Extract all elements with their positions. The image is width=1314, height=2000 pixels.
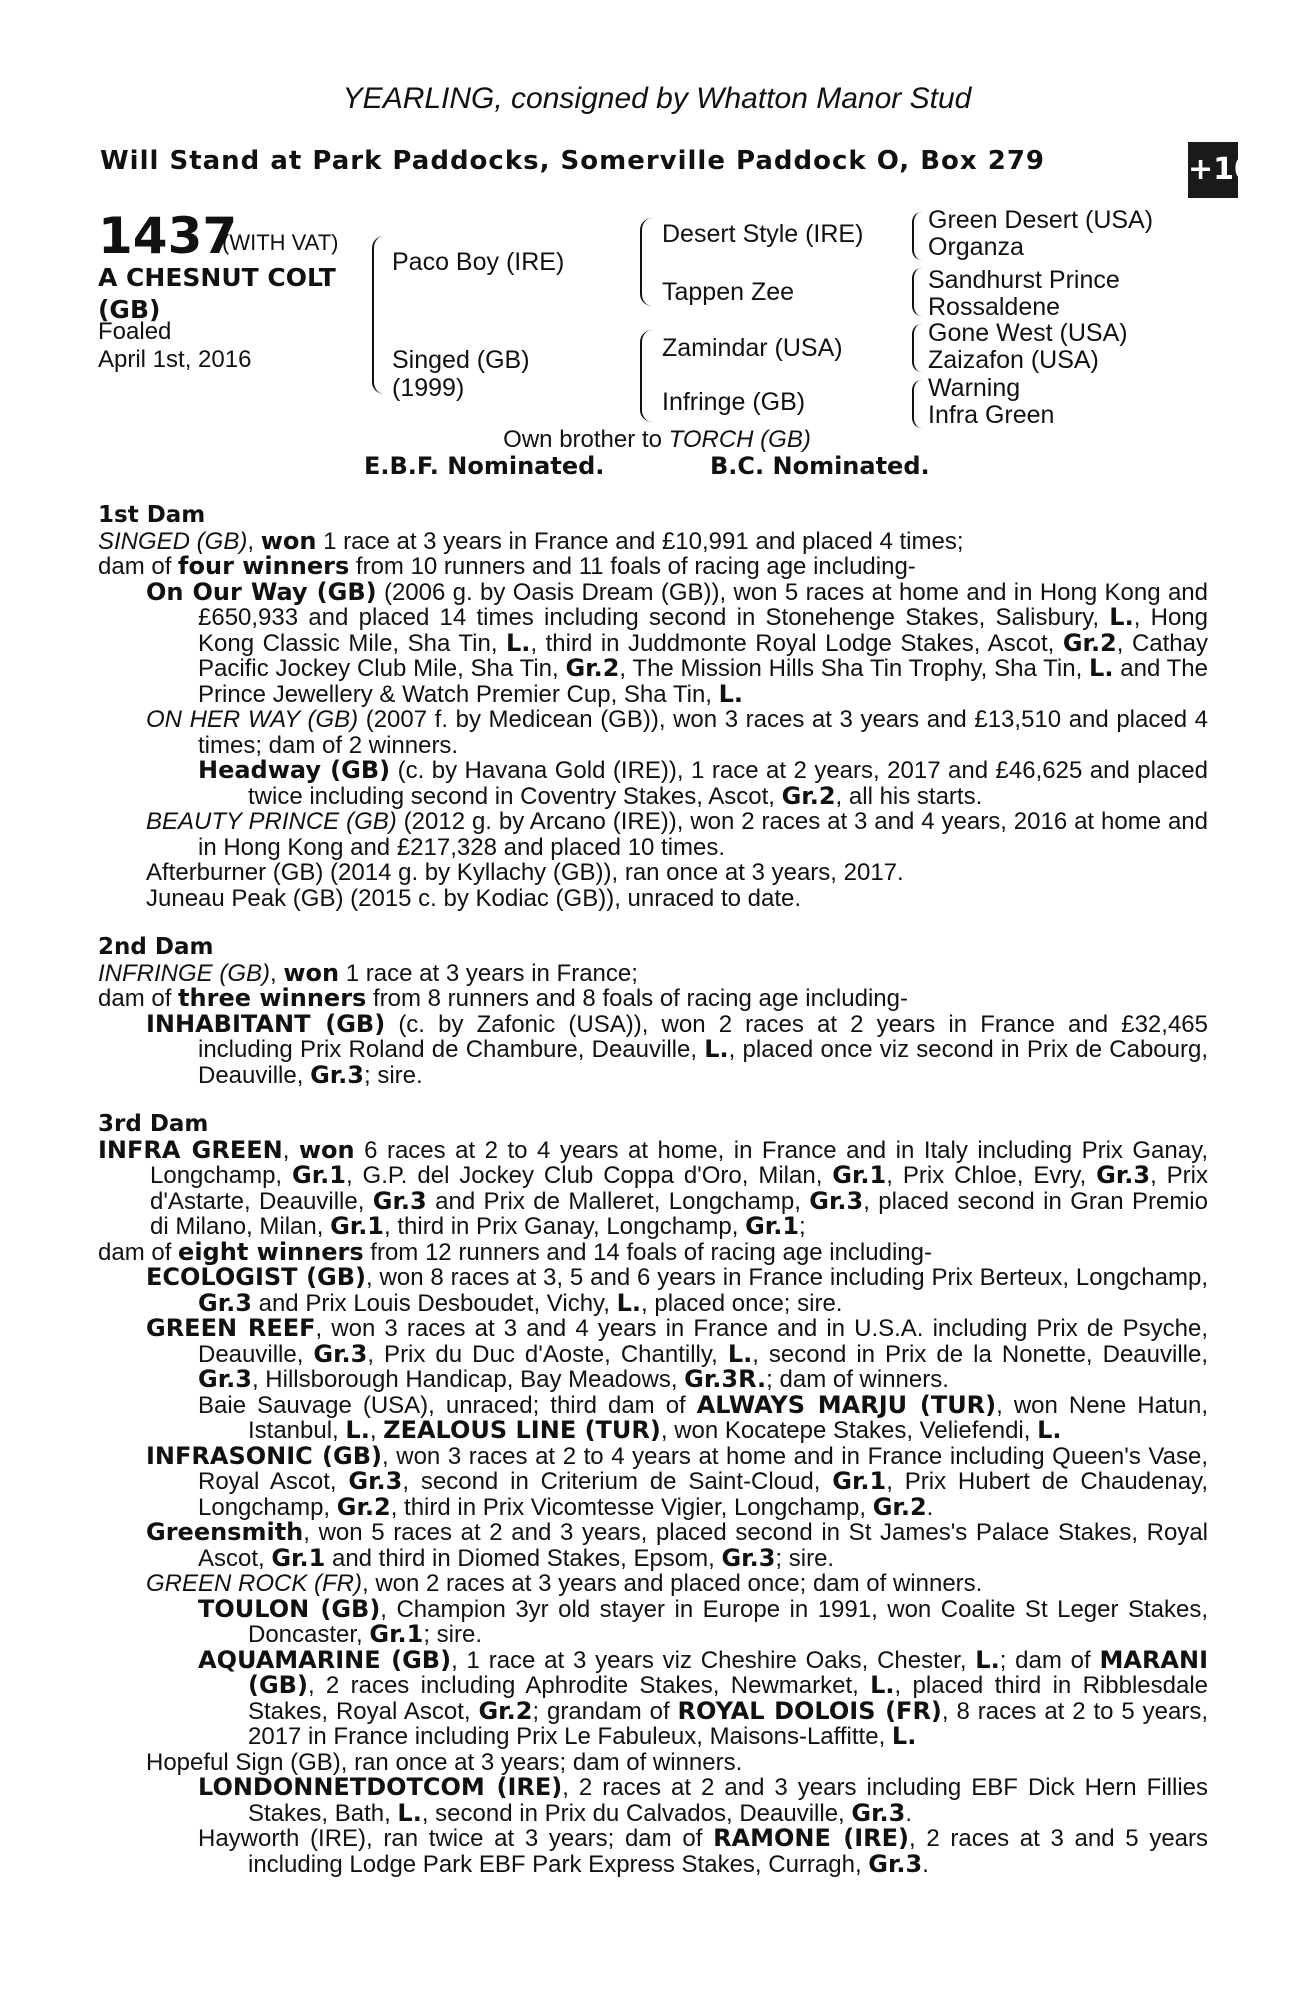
second-dam-heading: 2nd Dam [98, 934, 214, 960]
text: 1 race at 3 years in France; [339, 959, 638, 987]
bold-text: Gr.2 [781, 781, 836, 810]
text: from 10 runners and 11 foals of racing age including- [349, 553, 916, 580]
pedigree-entry [98, 1571, 1208, 1597]
text: Hopeful Sign (GB), ran once at 3 years; dam of winners. [146, 1748, 743, 1776]
foaled-label: Foaled [98, 318, 172, 345]
pedigree-brace-main [372, 236, 386, 394]
text: , won Kocatepe Stakes, Veliefendi, [660, 1417, 1038, 1444]
pedigree-entry [98, 1009, 1209, 1089]
pedigree-ggp-6: Zaizafon (USA) [928, 346, 1099, 374]
text: (2007 f. by Medicean (GB)), won 3 races at 3 years and £13,510 and placed 4 times; dam of 2 winners. [198, 706, 1208, 759]
text: , 2 races including Aphrodite Stakes, Newmarket, [307, 1672, 871, 1699]
first-dam-section [98, 526, 1208, 912]
bold-text: AQUAMARINE (GB) [198, 1645, 452, 1674]
text: and Prix Louis Desboudet, Vichy, [251, 1289, 617, 1317]
text: 6 races at 2 to 4 years at home, in France and in Italy including Prix Ganay, Longchamp, [150, 1136, 1208, 1189]
bold-text: L. [1109, 603, 1134, 631]
bold-text: Gr.3 [348, 1467, 403, 1495]
bold-text: eight winners [178, 1237, 364, 1266]
produce-record [98, 503, 1208, 1877]
text: , placed once viz second in Prix de Cabourg, Deauville, [198, 1036, 1209, 1089]
pedigree-entry [98, 1441, 1209, 1521]
text: , 1 race at 3 years viz Cheshire Oaks, Chester, [451, 1646, 976, 1674]
text: Baie Sauvage (USA), unraced; third dam of [198, 1391, 697, 1419]
italic-text: ON HER WAY (GB) [146, 706, 359, 733]
bold-text: L. [397, 1798, 422, 1827]
pedigree-dam-sire: Zamindar (USA) [662, 334, 843, 362]
pedigree-brace-ggp-3 [912, 324, 922, 372]
bold-text: Gr.1 [745, 1212, 800, 1240]
pedigree-entry [98, 1520, 1208, 1571]
text: , 2 races at 3 and 5 years including Lodge Park EBF Park Express Stakes, Curragh, [248, 1825, 1209, 1878]
bold-text: Gr.3 [868, 1849, 923, 1878]
bold-text: won [283, 958, 340, 987]
text: , 2 races at 2 and 3 years including EBF Dick Hern Fillies Stakes, Bath, [248, 1774, 1208, 1827]
pedigree-entry [98, 707, 1208, 758]
bold-text: Gr.3 [372, 1186, 427, 1215]
pedigree-sire-dam: Tappen Zee [662, 278, 795, 306]
first-dam-heading: 1st Dam [98, 502, 206, 528]
italic-text: GREEN ROCK (FR) [146, 1570, 362, 1597]
pedigree-entry [98, 526, 1208, 555]
pedigree-brace-dam [640, 330, 652, 422]
bold-text: L. [704, 1035, 729, 1063]
bold-text: TOULON (GB) [198, 1594, 381, 1623]
bold-text: RAMONE (IRE) [713, 1824, 910, 1852]
bold-text: MARANI (GB) [248, 1645, 1209, 1699]
bold-text: Gr.3 [721, 1543, 776, 1572]
pedigree-entry [98, 1594, 1208, 1648]
bold-text: INFRASONIC (GB) [146, 1441, 382, 1470]
lot-description-line2: (GB) [98, 295, 161, 324]
pedigree-entry [98, 1775, 1208, 1826]
pedigree-ggp-2: Organza [928, 233, 1024, 261]
bold-text: ALWAYS MARJU (TUR) [696, 1390, 997, 1419]
bold-text: L. [345, 1416, 370, 1444]
bold-text: GREEN REEF [146, 1314, 316, 1342]
text: . [926, 1493, 934, 1521]
pedigree-entry [98, 1265, 1208, 1316]
bold-text: L. [975, 1645, 1000, 1674]
bold-text: three winners [178, 984, 367, 1012]
text: , Hong Kong Classic Mile, Sha Tin, [198, 604, 1208, 657]
text: , won Nene Hatun, Istanbul, [248, 1391, 1208, 1444]
pedigree-ggp-4: Rossaldene [928, 293, 1061, 321]
text: , Prix d'Astarte, Deauville, [150, 1162, 1209, 1215]
bold-text: Gr.3 [198, 1365, 252, 1393]
text: , second in Prix du Calvados, Deauville, [421, 1799, 852, 1827]
pedigree-ggp-7: Warning [928, 374, 1021, 402]
text: , placed once; sire. [641, 1289, 843, 1317]
pedigree-entry [98, 809, 1208, 860]
bold-text: won [260, 526, 317, 555]
third-dam-section [98, 1135, 1209, 1878]
bold-text: four winners [178, 552, 350, 580]
bold-text: LONDONNETDOTCOM (IRE) [198, 1773, 563, 1801]
text: (c. by Zafonic (USA)), won 2 races at 2 years in France and £32,465 including Prix Roland de Chambure, Deauville, [198, 1010, 1208, 1063]
lot-description-line1: A CHESNUT COLT [98, 263, 336, 292]
lot-description [98, 262, 336, 326]
bold-text: Gr.1 [832, 1467, 887, 1495]
pedigree-entry [98, 1237, 1208, 1266]
text: , Prix Chloe, Evry, [886, 1162, 1097, 1189]
second-dam-section [98, 958, 1209, 1089]
bold-text: Gr.3 [1096, 1161, 1151, 1189]
pedigree-entry [98, 1390, 1208, 1444]
bold-text: Gr.2 [478, 1696, 533, 1725]
bold-text: Headway (GB) [198, 756, 391, 784]
text: , third in Prix Ganay, Longchamp, [384, 1213, 746, 1240]
text: , all his starts. [835, 782, 983, 810]
text: , second in Criterium de Saint-Cloud, [402, 1468, 833, 1495]
text: , 8 races at 2 to 5 years, 2017 in France including Prix Le Fabuleux, Maisons-Laffitte, [248, 1697, 1209, 1750]
italic-text: INFRINGE (GB) [98, 959, 270, 987]
text: ; sire. [775, 1544, 835, 1572]
foaled-date: April 1st, 2016 [98, 346, 252, 373]
bc-nominated: B.C. Nominated. [710, 452, 930, 480]
bold-text: Gr.3 [851, 1798, 906, 1827]
pedigree-sire-sire: Desert Style (IRE) [662, 220, 864, 248]
pedigree-entry [98, 1316, 1208, 1393]
bold-text: L. [1037, 1416, 1062, 1444]
bold-text: L. [891, 1722, 917, 1750]
bold-text: ZEALOUS LINE (TUR) [383, 1416, 661, 1444]
bold-text: Gr.2 [336, 1492, 391, 1521]
bold-text: L. [718, 679, 744, 708]
text: , won 2 races at 3 years and placed once; dam of winners. [362, 1570, 983, 1597]
pedigree-brace-sire [640, 218, 652, 306]
bold-text: On Our Way (GB) [146, 577, 377, 606]
text: from 12 runners and 14 foals of racing age including- [363, 1238, 932, 1266]
pedigree-ggp-5: Gone West (USA) [928, 319, 1128, 347]
pedigree-entry [98, 1750, 1208, 1776]
bold-text: INHABITANT (GB) [146, 1009, 386, 1038]
text: , [270, 959, 284, 987]
text: Juneau Peak (GB) (2015 c. by Kodiac (GB)), unraced to date. [146, 884, 802, 912]
ebf-nominated: E.B.F. Nominated. [364, 452, 605, 480]
third-dam-heading: 3rd Dam [98, 1111, 209, 1137]
bold-text: L. [1089, 654, 1114, 682]
bold-text: Gr.1 [330, 1212, 385, 1240]
vat-label: (WITH VAT) [222, 230, 339, 255]
bold-text: won [298, 1135, 355, 1164]
pedigree-brace-ggp-2 [912, 268, 922, 316]
bold-text: Gr.2 [872, 1492, 927, 1521]
bold-text: Gr.3 [809, 1186, 864, 1215]
pedigree-dam: Singed (GB) [392, 346, 530, 374]
italic-text: SINGED (GB) [98, 527, 248, 555]
bold-text: Gr.3 [310, 1060, 364, 1089]
text: ; dam of [999, 1646, 1100, 1674]
text: from 8 runners and 8 foals of racing age including- [366, 985, 908, 1012]
text: , third in Juddmonte Royal Lodge Stakes, Ascot, [530, 629, 1063, 657]
text: , second in Prix de la Nonette, Deauville, [752, 1340, 1209, 1368]
text: , Champion 3yr old stayer in Europe in 1991, won Coalite St Leger Stakes, Doncaster, [248, 1595, 1208, 1648]
text: Afterburner (GB) (2014 g. by Kyllachy (GB)), ran once at 3 years, 2017. [146, 859, 904, 886]
bold-text: L. [616, 1288, 642, 1317]
text: , placed second in Gran Premio di Milano, Milan, [150, 1187, 1208, 1240]
text: , G.P. del Jockey Club Coppa d'Oro, Milan, [345, 1162, 833, 1189]
bold-text: Gr.3 [313, 1339, 368, 1368]
bold-text: ECOLOGIST (GB) [146, 1263, 367, 1291]
text: , placed third in Ribblesdale Stakes, Royal Ascot, [248, 1672, 1209, 1725]
text: , The Mission Hills Sha Tin Trophy, Sha Tin, [619, 655, 1090, 682]
text: (c. by Havana Gold (IRE)), 1 race at 2 years, 2017 and £46,625 and placed twice including second in Coventry Stakes, Ascot, [248, 757, 1208, 810]
text: and The Prince Jewellery & Watch Premier Cup, Sha Tin, [198, 655, 1208, 708]
bold-text: Greensmith [146, 1518, 304, 1546]
bold-text: ROYAL DOLOIS (FR) [677, 1696, 942, 1725]
covid-badge: +10 [1188, 142, 1238, 198]
text: (2012 g. by Arcano (IRE)), won 2 races at 3 and 4 years, 2016 at home and in Hong Kong and £217,328 and placed 10 times. [198, 808, 1208, 861]
text: , Hillsborough Handicap, Bay Meadows, [251, 1366, 685, 1393]
text: dam of [98, 553, 179, 580]
pedigree-dam-dam: Infringe (GB) [662, 388, 806, 416]
pedigree-entry [98, 1645, 1209, 1750]
stabling-location: Will Stand at Park Paddocks, Somerville Paddock O, Box 279 [100, 146, 1046, 176]
italic-text: BEAUTY PRINCE (GB) [146, 808, 397, 835]
bold-text: INFRA GREEN [98, 1135, 283, 1164]
text: , won 3 races at 2 to 4 years at home and in France including Queen's Vase, Royal Ascot, [198, 1442, 1209, 1495]
text: 1 race at 3 years in France and £10,991 and placed 4 times; [316, 527, 964, 555]
text: ; [799, 1213, 806, 1240]
pedigree-entry [98, 554, 1208, 580]
text: , [369, 1417, 384, 1444]
bold-text: Gr.3 [198, 1288, 252, 1317]
text: . [905, 1799, 913, 1827]
lot-number: 1437 [98, 207, 238, 265]
text: ; dam of winners. [766, 1366, 949, 1393]
bold-text: Gr.3R. [684, 1365, 767, 1393]
text: , won 5 races at 2 and 3 years, placed second in St James's Palace Stakes, Royal Ascot, [198, 1519, 1208, 1572]
text: and third in Diomed Stakes, Epsom, [325, 1544, 722, 1572]
text: , Cathay Pacific Jockey Club Mile, Sha Tin, [198, 629, 1208, 682]
text: . [922, 1850, 929, 1878]
text: and Prix de Malleret, Longchamp, [426, 1187, 810, 1215]
pedigree-entry [98, 860, 1208, 886]
own-brother-note [0, 426, 1314, 454]
text: dam of [98, 1238, 179, 1266]
bold-text: Gr.1 [271, 1543, 326, 1572]
text: , Prix Hubert de Chaudenay, Longchamp, [198, 1468, 1208, 1521]
text: , third in Prix Vicomtesse Vigier, Longchamp, [390, 1493, 873, 1521]
text: dam of [98, 985, 179, 1012]
pedigree-ggp-8: Infra Green [928, 401, 1055, 429]
consignor-title: YEARLING, consigned by Whatton Manor Stud [342, 82, 972, 115]
pedigree-entry [98, 886, 1208, 912]
text: ; sire. [364, 1061, 423, 1089]
foaled-info [98, 318, 251, 374]
pedigree-ggp-3: Sandhurst Prince [928, 266, 1120, 294]
bold-text: Gr.2 [565, 654, 620, 682]
pedigree-brace-ggp-4 [912, 380, 922, 428]
text: , won 3 races at 3 and 4 years in France and in U.S.A. including Prix de Psyche, Deauville, [198, 1315, 1209, 1368]
pedigree-dam-year: (1999) [392, 374, 465, 402]
bold-text: L. [727, 1339, 753, 1368]
own-brother-name: TORCH (GB) [668, 426, 811, 453]
text: , [282, 1136, 299, 1164]
bold-text: Gr.1 [292, 1161, 346, 1189]
text: ; sire. [423, 1621, 483, 1648]
pedigree-entry [98, 1826, 1208, 1877]
bold-text: Gr.1 [832, 1161, 887, 1189]
pedigree-entry [98, 758, 1208, 809]
text: Hayworth (IRE), ran twice at 3 years; dam of [198, 1825, 714, 1852]
pedigree-entry [98, 958, 1208, 987]
bold-text: L. [506, 628, 531, 657]
pedigree-brace-ggp-1 [912, 212, 922, 260]
pedigree-entry [98, 986, 1208, 1012]
bold-text: Gr.2 [1062, 628, 1117, 657]
pedigree-entry [98, 1135, 1209, 1240]
text: , Prix du Duc d'Aoste, Chantilly, [367, 1340, 728, 1368]
own-brother-prefix: Own brother to [503, 426, 662, 453]
bold-text: L. [870, 1671, 895, 1699]
bold-text: Gr.1 [369, 1620, 424, 1648]
text: , [247, 527, 261, 555]
text: (2006 g. by Oasis Dream (GB)), won 5 races at home and in Hong Kong and £650,933 and placed 14 times including second in Stonehenge Stakes, Salisbury, [198, 578, 1208, 631]
pedigree-ggp-1: Green Desert (USA) [928, 206, 1154, 234]
pedigree-sire: Paco Boy (IRE) [392, 248, 565, 276]
pedigree-entry [98, 577, 1208, 708]
text: ; grandam of [532, 1697, 678, 1725]
text: , won 8 races at 3, 5 and 6 years in France including Prix Berteux, Longchamp, [366, 1264, 1208, 1291]
